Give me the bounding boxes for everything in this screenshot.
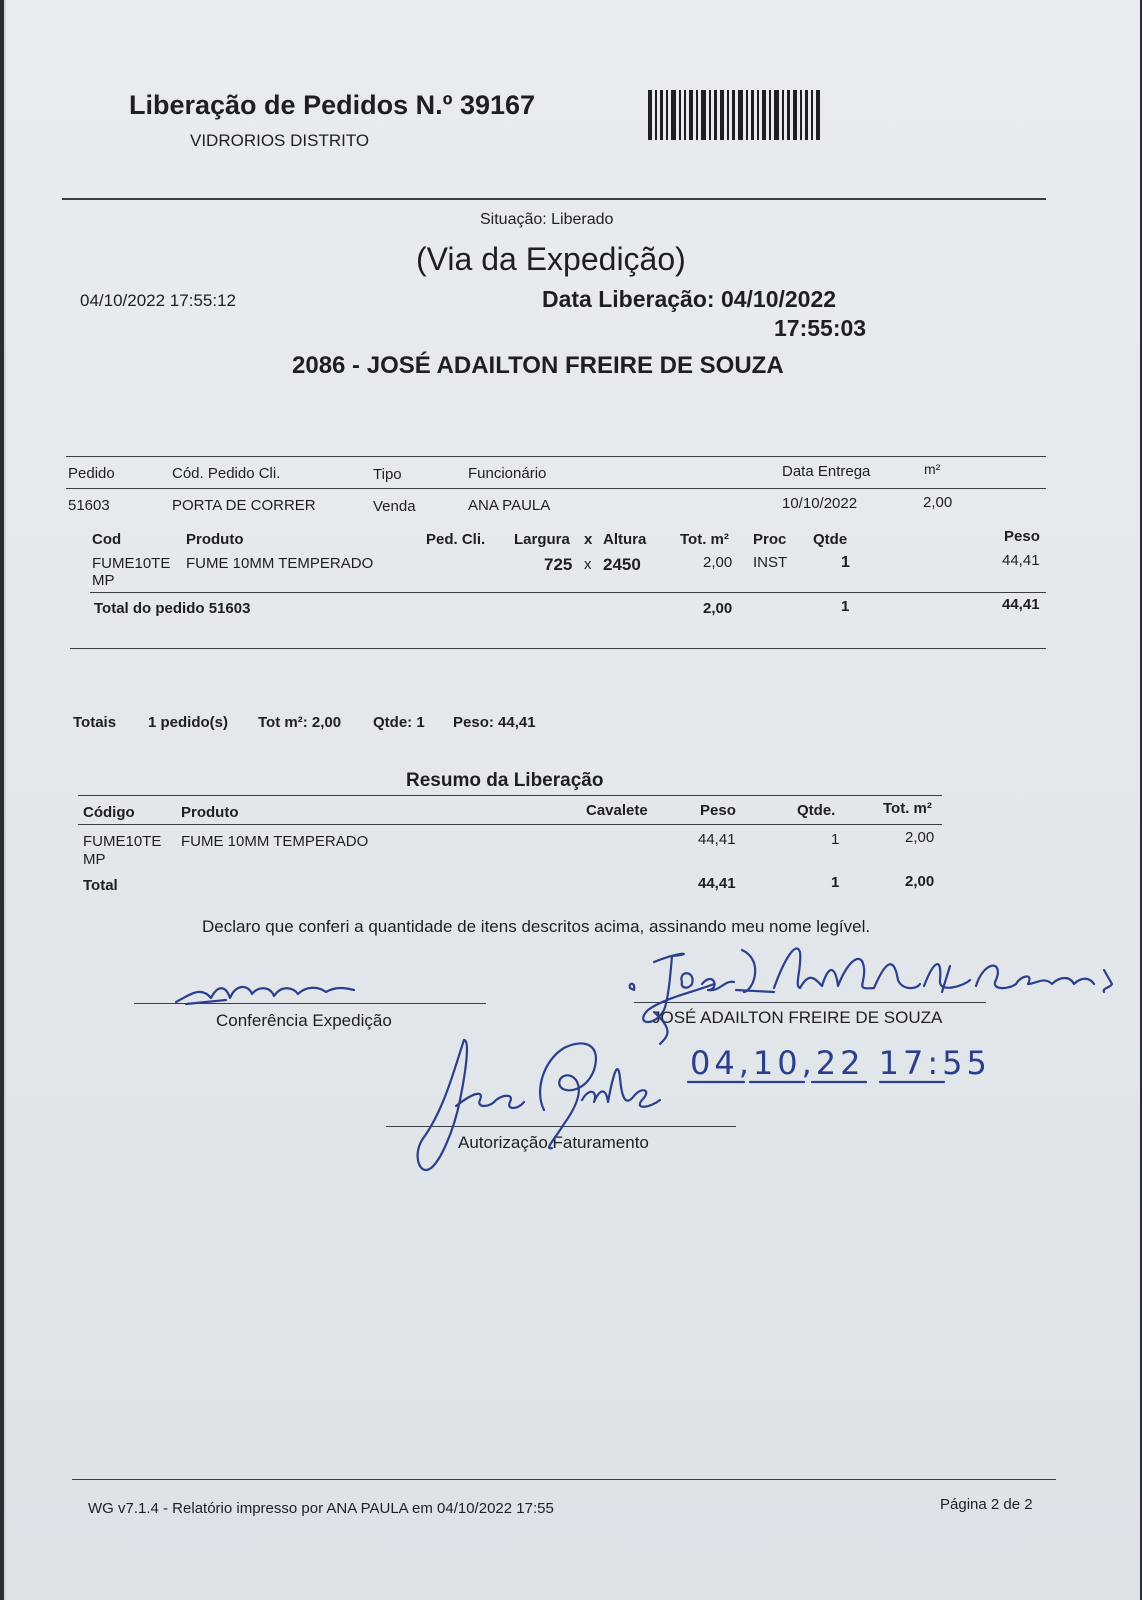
summary-total-peso: 44,41 [698, 875, 736, 892]
summary-produto: FUME 10MM TEMPERADO [181, 833, 369, 850]
summary-header-produto: Produto [181, 804, 239, 821]
summary-peso: 44,41 [698, 831, 736, 848]
summary-total-qtde: 1 [831, 874, 840, 891]
item-header-x: x [584, 531, 593, 548]
summary-header-codigo: Código [83, 804, 135, 821]
item-header-peso: Peso [1004, 528, 1040, 545]
summary-total-label: Total [83, 877, 118, 894]
header-divider [62, 198, 1046, 200]
order-tipo: Venda [373, 498, 416, 515]
conferencia-signature [166, 972, 366, 1008]
client-name: 2086 - JOSÉ ADAILTON FREIRE DE SOUZA [292, 352, 784, 379]
col-header-m2: m² [924, 461, 941, 477]
item-tot-m2: 2,00 [703, 554, 733, 571]
item-header-altura: Altura [603, 531, 647, 548]
document-page [4, 0, 1140, 1600]
summary-header-tot-m2: Tot. m² [883, 800, 932, 817]
totals-m2: Tot m²: 2,00 [258, 714, 342, 731]
item-header-qtde: Qtde [813, 531, 848, 548]
item-x: x [584, 556, 592, 573]
item-cod-line1: FUME10TE [92, 555, 171, 572]
via-label: (Via da Expedição) [416, 241, 686, 277]
order-data-entrega: 10/10/2022 [782, 495, 858, 512]
autorizacao-signature [414, 1030, 664, 1180]
summary-header-cavalete: Cavalete [586, 802, 648, 819]
col-header-data-entrega: Data Entrega [782, 463, 871, 480]
order-total-qtde: 1 [841, 598, 850, 615]
item-header-tot-m2: Tot. m² [680, 531, 729, 548]
footer-page-number: Página 2 de 2 [940, 1496, 1033, 1513]
order-table-top-rule [66, 456, 1046, 457]
item-total-rule [90, 592, 1046, 593]
company-name: VIDRORIOS DISTRITO [190, 131, 370, 150]
print-datetime: 04/10/2022 17:55:12 [80, 291, 236, 310]
release-time: 17:55:03 [774, 315, 867, 341]
totals-qtde: Qtde: 1 [373, 714, 425, 731]
col-header-tipo: Tipo [373, 466, 402, 483]
totals-label: Totais [73, 714, 117, 731]
autorizacao-label: Autorização Faturamento [458, 1133, 649, 1152]
summary-total-m2: 2,00 [905, 873, 935, 890]
item-cod-line2: MP [92, 572, 115, 589]
handwritten-date-underline [684, 1078, 954, 1088]
col-header-funcionario: Funcionário [468, 465, 547, 482]
item-header-cod: Cod [92, 531, 122, 548]
summary-codigo-line1: FUME10TE [83, 833, 162, 850]
item-qtde: 1 [841, 554, 850, 571]
order-m2: 2,00 [923, 494, 953, 511]
order-pedido: 51603 [68, 497, 110, 514]
summary-top-rule [78, 795, 942, 796]
item-altura: 2450 [603, 555, 641, 574]
client-signature [624, 940, 1124, 1060]
conferencia-label: Conferência Expedição [216, 1011, 392, 1030]
totals-pedidos: 1 pedido(s) [148, 714, 229, 731]
item-header-produto: Produto [186, 531, 244, 548]
order-funcionario: ANA PAULA [468, 497, 551, 514]
barcode [648, 90, 820, 140]
summary-header-qtde: Qtde. [797, 802, 836, 819]
item-header-largura: Largura [514, 531, 570, 548]
document-title: Liberação de Pedidos N.º 39167 [129, 90, 536, 120]
declaration-text: Declaro que conferi a quantidade de itens descritos acima, assinando meu nome legível. [202, 917, 871, 936]
item-proc: INST [753, 554, 788, 571]
item-header-proc: Proc [753, 531, 787, 548]
summary-qtde: 1 [831, 831, 840, 848]
col-header-pedido: Pedido [68, 465, 115, 482]
release-date: Data Liberação: 04/10/2022 [542, 286, 837, 312]
order-total-label: Total do pedido 51603 [94, 600, 251, 617]
order-total-m2: 2,00 [703, 600, 733, 617]
status-label: Situação: Liberado [480, 211, 614, 228]
handwritten-date: 04,10,22 17:55 [690, 1044, 991, 1082]
summary-header-peso: Peso [700, 802, 736, 819]
client-signature-name: JOSÉ ADAILTON FREIRE DE SOUZA [652, 1008, 943, 1027]
col-header-cod-pedido-cli: Cód. Pedido Cli. [172, 465, 281, 482]
order-cod-pedido-cli: PORTA DE CORRER [172, 497, 316, 514]
order-total-peso: 44,41 [1002, 596, 1040, 613]
footer-report-info: WG v7.1.4 - Relatório impresso por ANA PAULA em 04/10/2022 17:55 [88, 1500, 554, 1517]
order-header-rule [66, 488, 1046, 489]
summary-codigo-line2: MP [83, 851, 106, 868]
item-header-ped-cli: Ped. Cli. [426, 531, 486, 548]
item-peso: 44,41 [1002, 552, 1040, 569]
summary-tot-m2: 2,00 [905, 829, 935, 846]
totals-peso: Peso: 44,41 [453, 714, 536, 731]
item-largura: 725 [544, 555, 573, 574]
item-produto: FUME 10MM TEMPERADO [186, 555, 374, 572]
order-table-bottom-rule [70, 648, 1046, 649]
footer-rule [72, 1479, 1056, 1480]
summary-title: Resumo da Liberação [406, 770, 604, 791]
summary-header-rule [78, 824, 942, 825]
